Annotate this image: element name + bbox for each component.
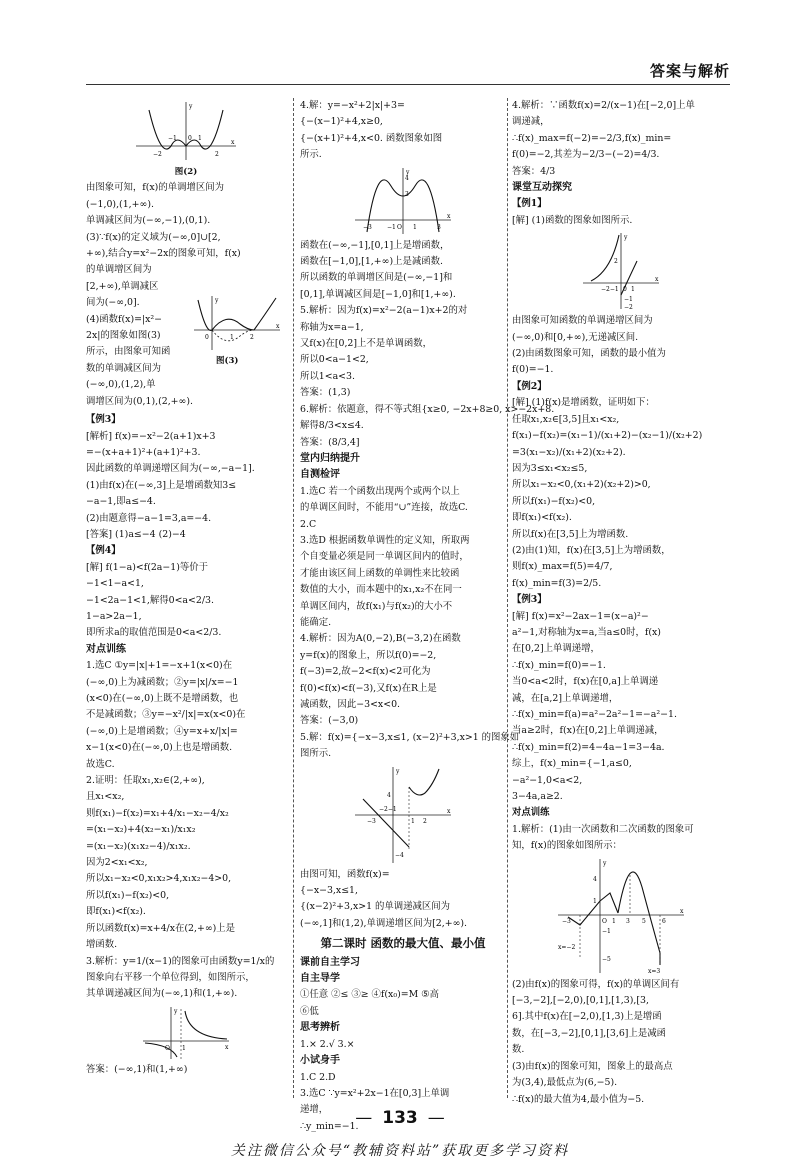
text-line: 所以1<a<3. [300,370,355,382]
text-line: 4.解：y=−x²+2|x|+3= [300,100,405,111]
text-line: (3)由f(x)的图象可知，图象上的最高点 [512,1060,673,1072]
column-divider [293,98,294,1098]
text-line: 当a≥2时，f(x)在[0,2]上单调递减， [512,725,664,737]
svg-text:O: O [397,223,402,231]
text-line: 为(3,4),最低点为(6,−5). [512,1077,618,1089]
text-line: 任取x₁,x₂∈[3,5]且x₁<x₂, [512,413,620,425]
svg-text:−3: −3 [367,817,376,825]
svg-text:−1: −1 [602,927,611,935]
text-line: (−1,0),(1,+∞). [86,198,154,210]
text-line: 5.解析：因为f(x)=x²−2(a−1)x+2的对 [300,305,468,317]
pre-class-title: 课前自主学习 [300,956,360,968]
text-line: 图象向右平移一个单位得到，如图所示， [86,971,255,983]
text-line: 所以f(x₁)−f(x₂)<0, [512,495,596,507]
text-line: 1.解析：(1)由一次函数和二次函数的图象可 [512,823,694,835]
text-line: 所示，由图象可知函 [86,346,171,358]
svg-text:x: x [680,907,684,915]
text-line: 所以f(x)在[3,5]上为增函数. [512,528,629,540]
svg-text:2: 2 [423,817,427,825]
svg-text:5: 5 [642,917,646,925]
svg-text:−3: −3 [363,223,372,231]
text-line: 图所示. [300,748,332,760]
page-header [86,58,730,85]
text-line: 3−4a,a≥2. [512,791,563,803]
svg-text:x: x [231,139,235,146]
text-line: 3.解析：y=1/(x−1)的图象可由函数y=1/x的 [86,955,275,967]
svg-text:O: O [165,1044,170,1052]
example-2 [512,379,730,592]
text-line: 答案：(−3,0) [300,715,359,727]
text-line: f(x₁)−f(x₂)=(x₁−1)/(x₁+2)−(x₂−1)/(x₂+2) [512,430,703,442]
hyperbola-graph [141,1005,231,1060]
svg-text:−5: −5 [602,955,611,963]
text-line: −a−1,即a≤−4. [86,496,156,508]
svg-text:x: x [447,807,451,815]
text-line: 由图象可知，f(x)的单调增区间为 [86,182,224,194]
text-line: [解] f(1−a)<f(2a−1)等价于 [86,561,209,573]
practice-title: 对点训练 [86,643,126,655]
text-line: 因为3≤x₁<x₂≤5, [512,462,588,474]
text-line: (−∞,0)上为减函数；②y=|x|/x=−1 [86,676,239,688]
text-line: ①任意 ②≤ ③≥ ④f(x₀)=M ⑤高 [300,989,439,1001]
text-line: [解] f(x)=x²−2ax−1=(x−a)²− [512,610,649,622]
text-line: 数的单调减区间为 [86,362,162,374]
text-line: 递增， [300,1104,329,1116]
text-line: (1)由f(x)在(−∞,3]上是增函数知3≤ [86,479,237,491]
text-line: 【例2】 [512,380,547,392]
svg-text:2: 2 [614,258,618,266]
text-line: 数值的大小，而本题中的x₁,x₂不在同一 [300,584,462,596]
svg-text:x: x [225,1043,229,1051]
text-line: 即f(x₁)<f(x₂). [512,512,572,524]
text-line: 调递减， [512,116,550,128]
text-line: 由图象可知函数的单调递增区间为 [512,315,653,327]
svg-text:−2: −2 [624,304,633,312]
self-check-items [300,484,520,763]
text-line: (x<0)在(−∞,0)上既不是增函数，也 [86,693,239,704]
text-line: 减，在[a,2]上单调递增， [512,692,619,704]
text-line: y=f(x)的图象上，所以f(0)=−2, [300,649,437,661]
text-line: 所以f(x₁)−f(x₂)<0, [86,889,170,901]
question-4-col3 [512,98,730,180]
svg-text:−1: −1 [624,296,633,304]
svg-text:y: y [189,103,193,110]
svg-text:y: y [215,297,219,304]
svg-text:1: 1 [198,135,202,142]
text-line: 3.选D 根据函数单调性的定义知，所取两 [300,534,470,546]
text-line: [2,+∞),单调减区 [86,280,159,292]
text-line: (−∞,0),(1,2),单 [86,379,156,391]
text-line: 【例1】 [512,198,547,210]
text-line: 【例3】 [512,594,547,606]
svg-text:−1: −1 [168,135,177,142]
text-line: 间为(−∞,0]. [86,297,140,309]
svg-text:x=−2: x=−2 [558,943,576,951]
text-line: ∴f(x)_min=f(a)=a²−2a²−1=−a²−1. [512,709,677,720]
text-line: 答案：4/3 [512,165,556,177]
text-line: 3.选C ∵y=x²+2x−1在[0,3]上单调 [300,1087,450,1099]
text-line: 又f(x)在[0,2]上不是单调函数， [300,338,433,350]
svg-text:x: x [655,276,659,284]
text-line: (−∞,0)和[0,+∞),无递减区间. [512,331,639,343]
text-line: 1.选C 若一个函数出现两个或两个以上 [300,485,460,497]
example-3 [86,412,286,543]
svg-text:3: 3 [626,917,630,925]
text-line: 4.解析：因为A(0,−2),B(−3,2)在函数 [300,633,461,645]
text-line: x−1(x<0)在(−∞,0)上也是增函数. [86,742,233,754]
text-line: 则f(x₁)−f(x₂)=x₁+4/x₁−x₂−4/x₂ [86,807,229,819]
text-line: 减函数，因此−3<x<0. [300,699,401,710]
svg-text:y: y [396,767,400,775]
text-line: (2)由题意得−a−1=3,a=−4. [86,512,212,524]
text-line: 的单调区间时，不能用“∪”连接，故选C. [300,502,468,514]
text-line: 数. [512,1044,525,1056]
text-line: 因为2<x₁<x₂, [86,857,148,869]
text-line: f(x)_min=f(3)=2/5. [512,577,602,589]
small-test-title: 小试身手 [300,1055,340,1067]
footer-note: 关注微信公众号“教辅资料站”获取更多学习资料 [230,1143,570,1159]
text-line: 2x|的图象如图(3) [86,330,161,342]
text-line: −1<2a−1<1,解得0<a<2/3. [86,594,214,606]
text-line: ⑥低 [300,1005,319,1017]
text-line: 综上，f(x)_min={−1,a≤0, [512,758,632,770]
text-line: 因此函数的单调递增区间为(−∞,−a−1]. [86,463,255,475]
svg-text:1: 1 [182,1044,186,1052]
text-line: 6.解析：依题意，得不等式组{x≥0, −2x+8≥0, x>−2x+8. [300,403,555,415]
svg-text:4: 4 [387,791,391,799]
text-line: [0,1],单调减区间是[−1,0]和[1,+∞). [300,288,456,300]
svg-text:3: 3 [437,223,441,231]
text-line: 函数在[−1,0],[1,+∞)上是减函数. [300,256,443,268]
think-title: 思考辨析 [300,1022,340,1034]
self-learn-title: 自主导学 [300,973,340,985]
text-line: 所示. [300,149,322,161]
text-line: −a²−1,0<a<2, [512,774,583,786]
svg-text:y: y [603,859,607,867]
text-line: {−x−3,x≤1, [300,885,358,897]
text-line: 增函数. [86,939,118,951]
text-line: [解析] f(x)=−x²−2(a+1)x+3 [86,430,216,442]
svg-text:−4: −4 [395,851,404,859]
text-line: [解] (1)函数的图象如图所示. [512,214,633,226]
figure-caption: 图(2) [174,167,198,177]
practice-block [86,658,286,1003]
svg-text:O: O [602,917,607,925]
practice-continued [512,977,730,1108]
svg-text:y: y [624,234,628,242]
text-line: 才能由该区间上函数的单调性来比较函 [300,567,460,579]
lesson-title: 第二课时 函数的最大值、最小值 [320,936,486,951]
text-line: ∴f(x)的最大值为4,最小值为−5. [512,1093,645,1105]
figure-3-graph [192,294,282,352]
text-line: ∴f(x)_min=f(2)=4−4a−1=3−4a. [512,741,665,753]
text-line: 1.选C ①y=|x|+1=−x+1(x<0)在 [86,660,233,672]
text-line: 2.证明：任取x₁,x₂∈(2,+∞), [86,775,205,787]
svg-text:6: 6 [662,917,666,925]
text-line: 1.C 2.D [300,1071,336,1083]
svg-text:3: 3 [405,190,409,198]
practice-block-col3 [512,805,730,854]
column-1 [86,98,286,1108]
practice-graph [556,857,686,975]
text-line: 则f(x)_max=f(5)=4/7, [512,561,613,573]
svg-text:−2−1: −2−1 [601,286,619,294]
text-line: f(0)=−1. [512,364,554,376]
text-line: 单调减区间为(−∞,−1),(0,1). [86,215,211,227]
text-line: −1<1−a<1, [86,578,144,590]
text-line: 不是减函数；③y=−x²/|x|=x(x<0)在 [86,709,246,721]
text-line: =−(x+a+1)²+(a+1)²+3. [86,446,201,458]
section-title: 堂内归纳提升 [300,452,360,464]
text-line: 答案：(8/3,4] [300,436,360,448]
svg-text:y: y [174,1007,178,1015]
svg-text:1: 1 [631,286,635,294]
text-line: =(x₁−x₂)+4(x₂−x₁)/x₁x₂ [86,824,196,836]
text-line: 解得8/3<x≤4. [300,420,364,432]
text-line: 数，在[−3,−2],[0,1],[3,6]上是减函 [512,1027,666,1039]
text-line: 5.解：f(x)={−x−3,x≤1, (x−2)²+3,x>1 的图象如 [300,731,520,743]
self-check-title: 自测检评 [300,469,340,481]
text-line: ∴y_min=−1. [300,1120,359,1132]
text-line: f(0)<f(x)<f(−3),又f(x)在R上是 [300,682,437,694]
example-1-continued [512,313,730,379]
text-line: 【例3】 [86,414,121,426]
text-line: 对点训练 [512,807,550,819]
text-line: 所以函数f(x)=x+4/x在(2,+∞)上是 [86,922,236,934]
text-line: 的单调增区间为 [86,264,152,276]
fill-answers [300,987,506,1020]
text-line: a²−1,对称轴为x=a,当a≤0时，f(x) [512,626,661,638]
svg-text:0: 0 [623,286,627,294]
question-5-continued [300,867,506,933]
text-line: [−3,−2],[−2,0),[0,1],[1,3),[3, [512,995,649,1007]
header-title: 答案与解析 [649,62,730,80]
text-line: 【例4】 [86,545,121,557]
think-answers: 1.× 2.√ 3.× [300,1038,355,1050]
text-line: 知，f(x)的图象如图所示： [512,840,622,852]
text-line: 个自变量必须是同一单调区间内的值时， [300,551,469,563]
figure-2-graph [131,100,241,162]
text-line: ∴f(x)_min=f(0)=−1. [512,659,606,671]
question-4 [300,98,506,164]
text-line: (−∞,0)上是增函数；④y=x+x/|x|= [86,725,238,737]
svg-text:4: 4 [405,174,409,182]
text-line: (2)由(1)知，f(x)在[3,5]上为增函数， [512,544,671,556]
text-line: {−(x+1)²+4,x<0. 函数图象如图 [300,132,443,144]
svg-text:−1: −1 [387,223,396,231]
text-line: 4.解析：∵函数f(x)=2/(x−1)在[−2,0]上单 [512,100,695,111]
text-line: 所以0<a−1<2, [300,354,369,366]
svg-text:1: 1 [230,334,234,341]
text-line: 所以函数的单调增区间是(−∞,−1]和 [300,272,453,284]
svg-text:1: 1 [612,917,616,925]
example-3-col3 [512,592,730,805]
svg-text:y: y [406,168,410,176]
svg-text:4: 4 [593,875,597,883]
text-line: 其单调递减区间为(−∞,1)和(1,+∞). [86,988,238,1000]
svg-text:2: 2 [250,334,254,341]
svg-text:1: 1 [593,897,597,905]
text-line: 1−a>2a−1, [86,610,142,622]
text-line: ∴f(x)_max=f(−2)=−2/3,f(x)_min= [512,132,672,144]
svg-text:x: x [447,212,451,220]
text-line: 能确定. [300,616,332,628]
text-line: =3(x₁−x₂)/(x₁+2)(x₂+2). [512,446,626,458]
text-line: 由图可知，函数f(x)= [300,868,390,880]
text-line: 单调区间内，故f(x₁)与f(x₂)的大小不 [300,600,453,612]
text-line: (3)∵f(x)的定义域为(−∞,0]∪[2, [86,231,221,243]
figure-caption: 图(3) [216,356,239,366]
text-line: 所以x₁−x₂<0,(x₁+2)(x₂+2)>0, [512,479,651,491]
svg-text:1: 1 [411,817,415,825]
text-line: 函数在(−∞,−1],[0,1]上是增函数， [300,239,450,251]
classroom-title: 课堂互动探究 [512,182,572,194]
example-1-graph [581,231,661,311]
text-line: 故选C. [86,758,115,770]
text-line: [解] (1)f(x)是增函数，证明如下： [512,397,655,409]
question-5-graph [353,765,453,865]
text-line: +∞),结合y=x²−2x的图象可知，f(x) [86,248,241,260]
text-line: f(−3)=2,故−2<f(x)<2可化为 [300,666,431,678]
svg-text:x: x [276,323,280,330]
text-line: 答案：(1,3) [300,387,351,399]
text-line: =(x₁−x₂)(x₁x₂−4)/x₁x₂. [86,840,191,852]
text-line: 所以x₁−x₂<0,x₁x₂>4,x₁x₂−4>0, [86,873,232,885]
text-line: 即所求a的取值范围是0<a<2/3. [86,627,222,639]
text-line: [答案] (1)a≤−4 (2)−4 [86,528,186,540]
text-line: 且x₁<x₂, [86,791,125,803]
svg-text:2: 2 [215,151,219,158]
text-line: 调增区间为(0,1),(2,+∞). [86,395,193,407]
text-line: {−(x−1)²+4,x≥0, [300,116,383,128]
text-line: f(0)=−2,其差为−2/3−(−2)=4/3. [512,149,660,161]
example-4 [86,543,286,641]
column-3 [512,98,730,1108]
text-line: 即f(x₁)<f(x₂). [86,906,146,918]
text-line: 6].其中f(x)在[−2,0),[1,3)上是增函 [512,1011,662,1023]
svg-text:x=3: x=3 [648,967,661,975]
text-line: (−∞,1]和(1,2),单调递增区间为[2,+∞). [300,917,468,929]
column-divider [507,98,508,1098]
text-line: {(x−2)²+3,x>1 的单调递减区间为 [300,901,451,913]
text-line: (4)函数f(x)=|x²− [86,313,163,325]
text-line: 称轴为x=a−1, [300,321,364,333]
svg-text:−2−1: −2−1 [379,805,397,813]
example-1 [512,196,730,229]
svg-text:0: 0 [188,135,192,142]
text-line: 在[0,2]上单调递增， [512,643,600,655]
question-4-graph [353,166,453,236]
answer-3: 答案：(−∞,1)和(1,+∞) [86,1063,188,1075]
svg-text:−2: −2 [153,151,162,158]
text-line: 当0<a<2时，f(x)在[0,a]上单调递 [512,676,659,688]
text-line: (2)由函数图象可知，函数的最小值为 [512,348,666,360]
svg-text:1: 1 [413,223,417,231]
svg-text:0: 0 [205,334,209,341]
page-number: — 133 — [0,1108,800,1128]
text-line: (2)由f(x)的图象可得，f(x)的单调区间有 [512,978,680,990]
svg-text:−3: −3 [562,917,571,925]
text-line: 2.C [300,518,317,530]
